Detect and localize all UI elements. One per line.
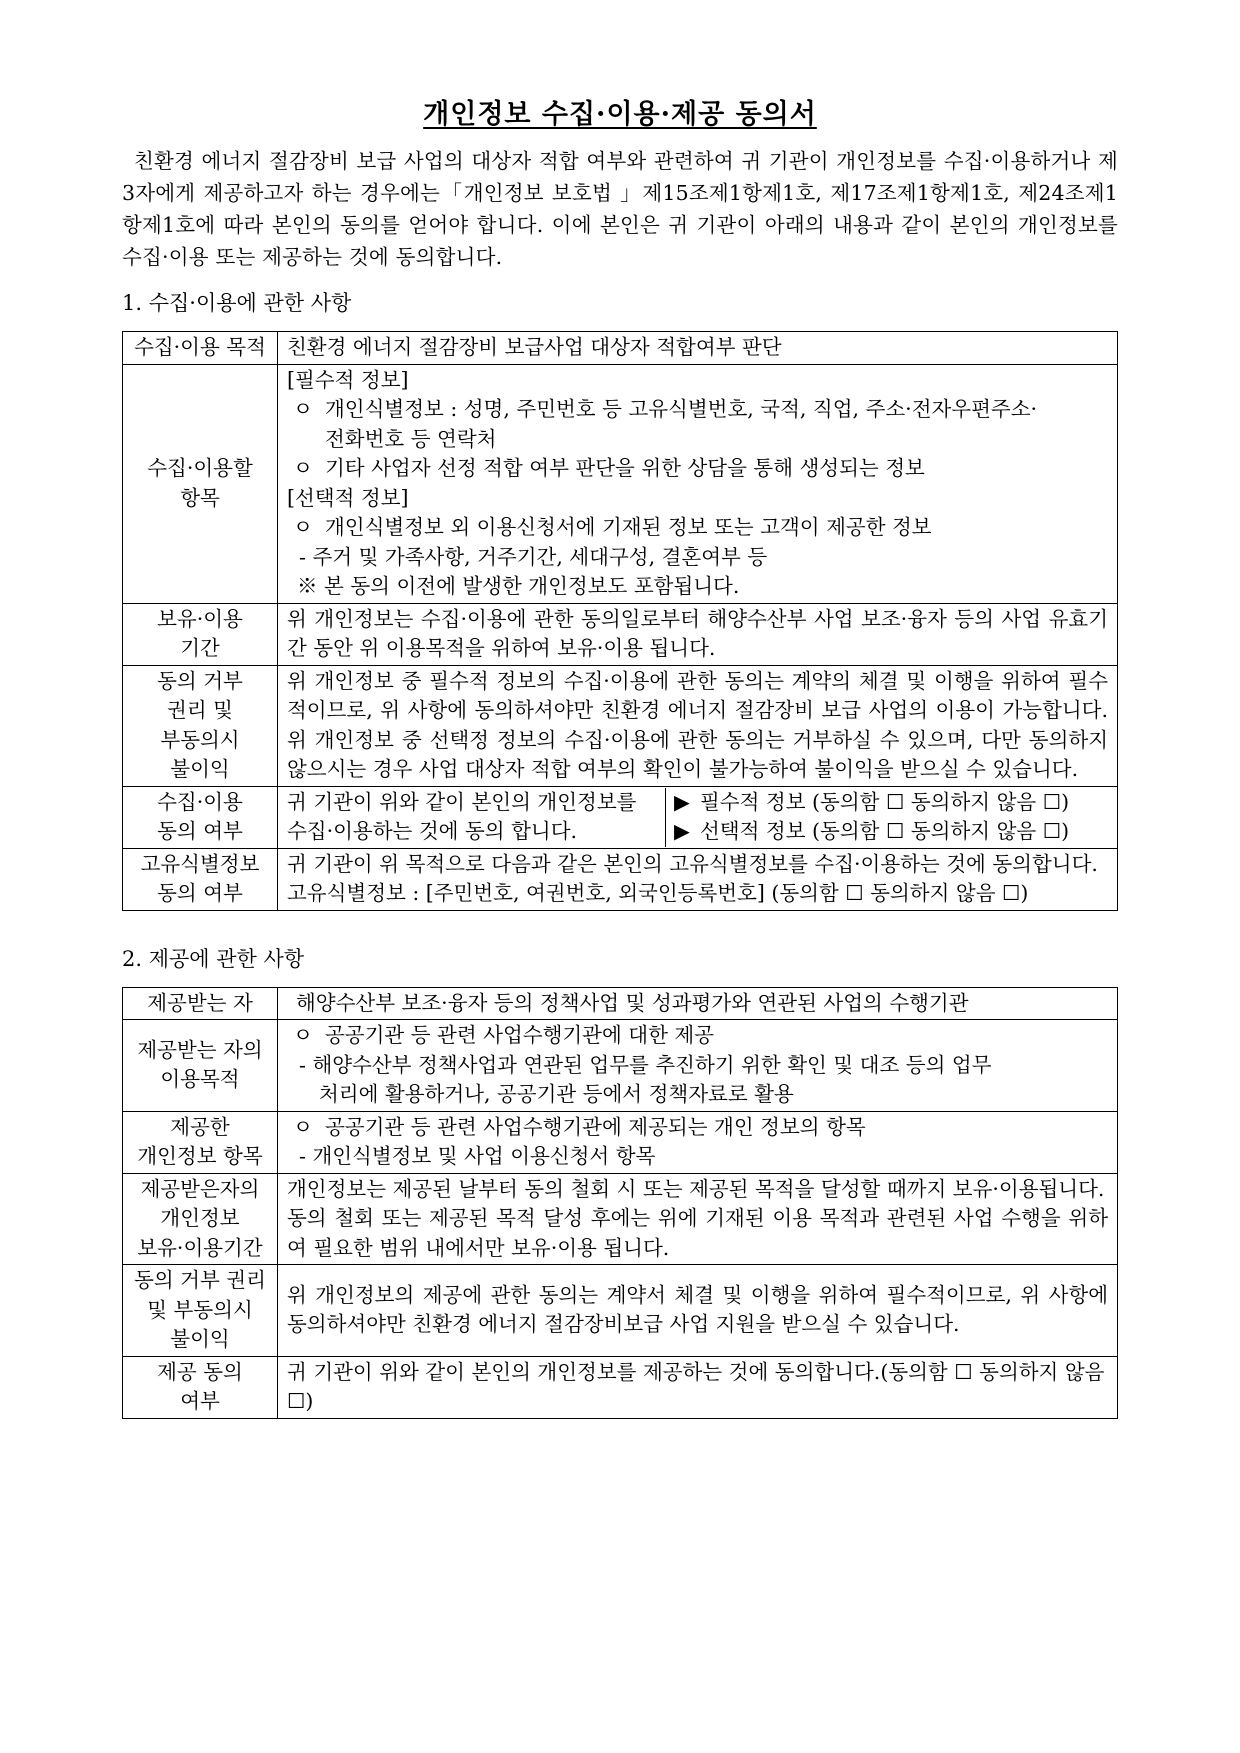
consent-value [278,786,1118,848]
recipient-purpose-label: 제공받는 자의 이용목적 [123,1020,278,1112]
provision-consent-label: 제공 동의 여부 [123,1356,278,1418]
table-row [123,1356,1118,1418]
circle-bullet-icon: ㅇ [293,397,313,421]
circle-bullet-icon: ㅇ [293,1023,313,1047]
provision-consent-choice[interactable]: 귀 기관이 위와 같이 본인의 개인정보를 제공하는 것에 동의합니다.(동의함 ☐ 동의하지 않음 ☐) [278,1356,1118,1418]
table-row [123,364,1118,603]
provided-items-value [278,1111,1118,1173]
table-row [123,848,1118,910]
provision-table [122,987,1118,1419]
table-row [123,1020,1118,1112]
table-row [123,1111,1118,1173]
required-heading: [필수적 정보] [287,367,409,392]
table-row [123,603,1118,665]
consent-label: 수집·이용 동의 여부 [123,786,278,848]
consent-document [122,92,1118,1419]
recipient-retention-value: 개인정보는 제공된 날부터 동의 철회 시 또는 제공된 목적을 달성할 때까지 보유·이용됩니다. 동의 철회 또는 제공된 목적 달성 후에는 위에 기재된 이용 목적과 관련된 사업 수행을 위하여 필요한 범위 내에서만 보유·이용 됩니다. [278,1173,1118,1265]
intro-paragraph: 친환경 에너지 절감장비 보급 사업의 대상자 적합 여부와 관련하여 귀 기관이 개인정보를 수집·이용하거나 제3자에게 제공하고자 하는 경우에는「개인정보 보호법 」제15조제1항제1호, 제17조제1항제1호, 제24조제1항제1호에 따라 본인의 동의를 얻어야 합니다. 이에 본인은 귀 기관이 아래의 내용과 같이 본인의 개인정보를 수집·이용 또는 제공하는 것에 동의합니다. [122,149,1118,269]
provision-refusal-label: 동의 거부 권리 및 부동의시 불이익 [123,1265,278,1357]
retention-value: 위 개인정보는 수집·이용에 관한 동의일로부터 해양수산부 사업 보조·융자 등의 사업 유효기간 동안 위 이용목적을 위하여 보유·이용 됩니다. [278,603,1118,665]
list-subitem: - 해양수산부 정책사업과 연관된 업무를 추진하기 위한 확인 및 대조 등의 업무 [299,1052,992,1077]
section2-heading: 2. 제공에 관한 사항 [122,946,305,971]
table-row [123,665,1118,786]
list-item: ㅇ 공공기관 등 관련 사업수행기관에 대한 제공 [287,1021,1108,1051]
unique-id-label: 고유식별정보 동의 여부 [123,848,278,910]
consent-choices [666,788,1118,847]
table-row [123,1173,1118,1265]
unique-id-value: 귀 기관이 위 목적으로 다음과 같은 본인의 고유식별정보를 수집·이용하는 것에 동의합니다. 고유식별정보 : [주민번호, 여권번호, 외국인등록번호] (동의함 ☐ 동의하지 않음 ☐) [278,848,1118,910]
section1-heading: 1. 수집·이용에 관한 사항 [122,291,352,315]
circle-bullet-icon: ㅇ [293,515,313,539]
items-value: [필수적 정보] ㅇ 개인식별정보 : 성명, 주민번호 등 고유식별번호, 국적, 직업, 주소·전자우편주소· 전화번호 등 연락처 ㅇ 기타 사업자 선정 적합 여부 판단을 위한 상담을 통해 생성되는 정보 [선택적 정보] ㅇ 개인식별정보 외 이용신청서에 기재된 정보 또는 고객이 제공한 정보 - 주거 및 가족사항, 거주기간, 세대구성, 결혼여부 등 ※ 본 동의 이전에 발생한 개인정보도 포함됩니다. [278,364,1118,603]
note-text: ※ 본 동의 이전에 발생한 개인정보도 포함됩니다. [297,574,740,598]
refusal-label: 동의 거부 권리 및 부동의시 불이익 [123,665,278,786]
document-title: 개인정보 수집·이용·제공 동의서 [423,99,817,130]
purpose-value: 친환경 에너지 절감장비 보급사업 대상자 적합여부 판단 [278,332,1118,365]
list-item: ㅇ 개인식별정보 외 이용신청서에 기재된 정보 또는 고객이 제공한 정보 [287,513,1108,543]
recipient-retention-label: 제공받은자의 개인정보 보유·이용기간 [123,1173,278,1265]
list-item: ㅇ 공공기관 등 관련 사업수행기관에 제공되는 개인 정보의 항목 [287,1113,1108,1143]
triangle-bullet-icon: ▶ [674,789,690,814]
triangle-bullet-icon: ▶ [674,819,690,843]
optional-heading: [선택적 정보] [287,485,409,510]
list-subitem: - 주거 및 가족사항, 거주기간, 세대구성, 결혼여부 등 [299,544,768,569]
provision-refusal-value: 위 개인정보의 제공에 관한 동의는 계약서 체결 및 이행을 위하여 필수적이므로, 위 사항에 동의하셔야만 친환경 에너지 절감장비보급 사업 지원을 받으실 수 있습니다. [278,1265,1118,1357]
list-item: ㅇ 기타 사업자 선정 적합 여부 판단을 위한 상담을 통해 생성되는 정보 [287,454,1108,484]
list-subitem: - 개인식별정보 및 사업 이용신청서 항목 [299,1144,656,1168]
retention-label: 보유·이용 기간 [123,603,278,665]
consent-split [278,788,1117,847]
circle-bullet-icon: ㅇ [293,1114,313,1139]
list-item: ㅇ 개인식별정보 : 성명, 주민번호 등 고유식별번호, 국적, 직업, 주소·전자우편주소· [287,395,1108,425]
recipient-value: 해양수산부 보조·융자 등의 정책사업 및 성과평가와 연관된 사업의 수행기관 [278,987,1118,1020]
consent-statement: 귀 기관이 위와 같이 본인의 개인정보를 수집·이용하는 것에 동의 합니다. [278,788,666,847]
table-row [123,987,1118,1020]
table-row [123,332,1118,365]
circle-bullet-icon: ㅇ [293,456,313,480]
recipient-label: 제공받는 자 [123,987,278,1020]
optional-consent-choice[interactable]: ▶ 선택적 정보 (동의함 ☐ 동의하지 않음 ☐) [674,817,1117,847]
unique-id-consent-choice[interactable]: 고유식별정보 : [주민번호, 여권번호, 외국인등록번호] (동의함 ☐ 동의하지 않음 ☐) [287,881,1029,905]
required-consent-choice[interactable]: ▶ 필수적 정보 (동의함 ☐ 동의하지 않음 ☐) [674,788,1117,818]
recipient-purpose-value: ㅇ 공공기관 등 관련 사업수행기관에 대한 제공 - 해양수산부 정책사업과 연관된 업무를 추진하기 위한 확인 및 대조 등의 업무 처리에 활용하거나, 공공기관 등에서 정책자료로 활용 [278,1020,1118,1112]
table-row [123,786,1118,848]
items-label: 수집·이용할 항목 [123,364,278,603]
refusal-value: 위 개인정보 중 필수적 정보의 수집·이용에 관한 동의는 계약의 체결 및 이행을 위하여 필수적이므로, 위 사항에 동의하셔야만 친환경 에너지 절감장비 보급 사업의 이용이 가능합니다. 위 개인정보 중 선택정 정보의 수집·이용에 관한 동의는 거부하실 수 있으며, 다만 동의하지 않으시는 경우 사업 대상자 적합 여부의 확인이 불가능하여 불이익을 받으실 수 있습니다. [278,665,1118,786]
collection-table [122,331,1118,911]
provided-items-label: 제공한 개인정보 항목 [123,1111,278,1173]
purpose-label: 수집·이용 목적 [123,332,278,365]
table-row [123,1265,1118,1357]
